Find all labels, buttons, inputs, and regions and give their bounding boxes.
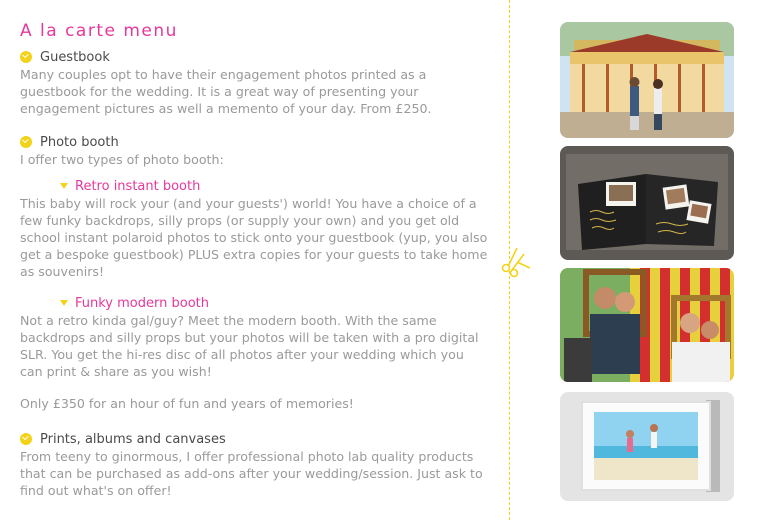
guestbook-text: Many couples opt to have their engagement photos printed as a guestbook for the wedding. It is a great way of presenting your engagement pictures as well a memento of your day. From £250. <box>20 67 432 116</box>
photo-booth-title: Photo booth <box>40 134 119 150</box>
photo-booth-intro: I offer two types of photo booth: <box>20 152 224 167</box>
check-bullet-icon <box>20 51 32 63</box>
retro-booth-text: This baby will rock your (and your guests') world! You have a choice of a few funky backdrops, silly props (or supply your own) and you get old school instant polaroid photos to stick onto your guestbook (yup, you also get a bespoke guestbook) PLUS extra copies for your guests to take home as souvenirs! <box>20 196 488 279</box>
photo-booth-fun-photo <box>560 268 734 382</box>
subsection-header <box>20 177 490 195</box>
section-header <box>20 430 490 448</box>
price-note-block <box>20 395 490 412</box>
section-header <box>20 48 490 66</box>
subsection-header <box>20 294 490 312</box>
carousel-engagement-photo <box>560 22 734 138</box>
guestbook-title: Guestbook <box>40 49 110 65</box>
canvas-print-photo <box>560 392 734 501</box>
guestbook-album-photo <box>560 146 734 260</box>
prints-text: From teeny to ginormous, I offer professional photo lab quality products that can be purchased as add-ons after your wedding/session. Just ask to find out what's on offer! <box>20 449 483 498</box>
prints-title: Prints, albums and canvases <box>40 431 226 447</box>
modern-booth-title: Funky modern booth <box>75 295 209 311</box>
section-photo-booth <box>20 133 490 168</box>
arrow-bullet-icon <box>60 183 68 189</box>
section-header <box>20 133 490 151</box>
section-guestbook <box>20 48 490 117</box>
retro-booth-title: Retro instant booth <box>75 178 201 194</box>
section-prints <box>20 430 490 499</box>
page-title: A la carte menu <box>20 21 178 42</box>
subsection-modern-booth <box>20 294 490 380</box>
check-bullet-icon <box>20 136 32 148</box>
scissors-icon <box>500 242 532 278</box>
check-bullet-icon <box>20 433 32 445</box>
price-note: Only £350 for an hour of fun and years of memories! <box>20 396 354 411</box>
modern-booth-text: Not a retro kinda gal/guy? Meet the modern booth. With the same backdrops and silly props but your photos will be taken with a pro digital SLR. You get the hi-res disc of all photos after your wedding which you can print & share as you wish! <box>20 313 479 379</box>
arrow-bullet-icon <box>60 300 68 306</box>
subsection-retro-booth <box>20 177 490 280</box>
